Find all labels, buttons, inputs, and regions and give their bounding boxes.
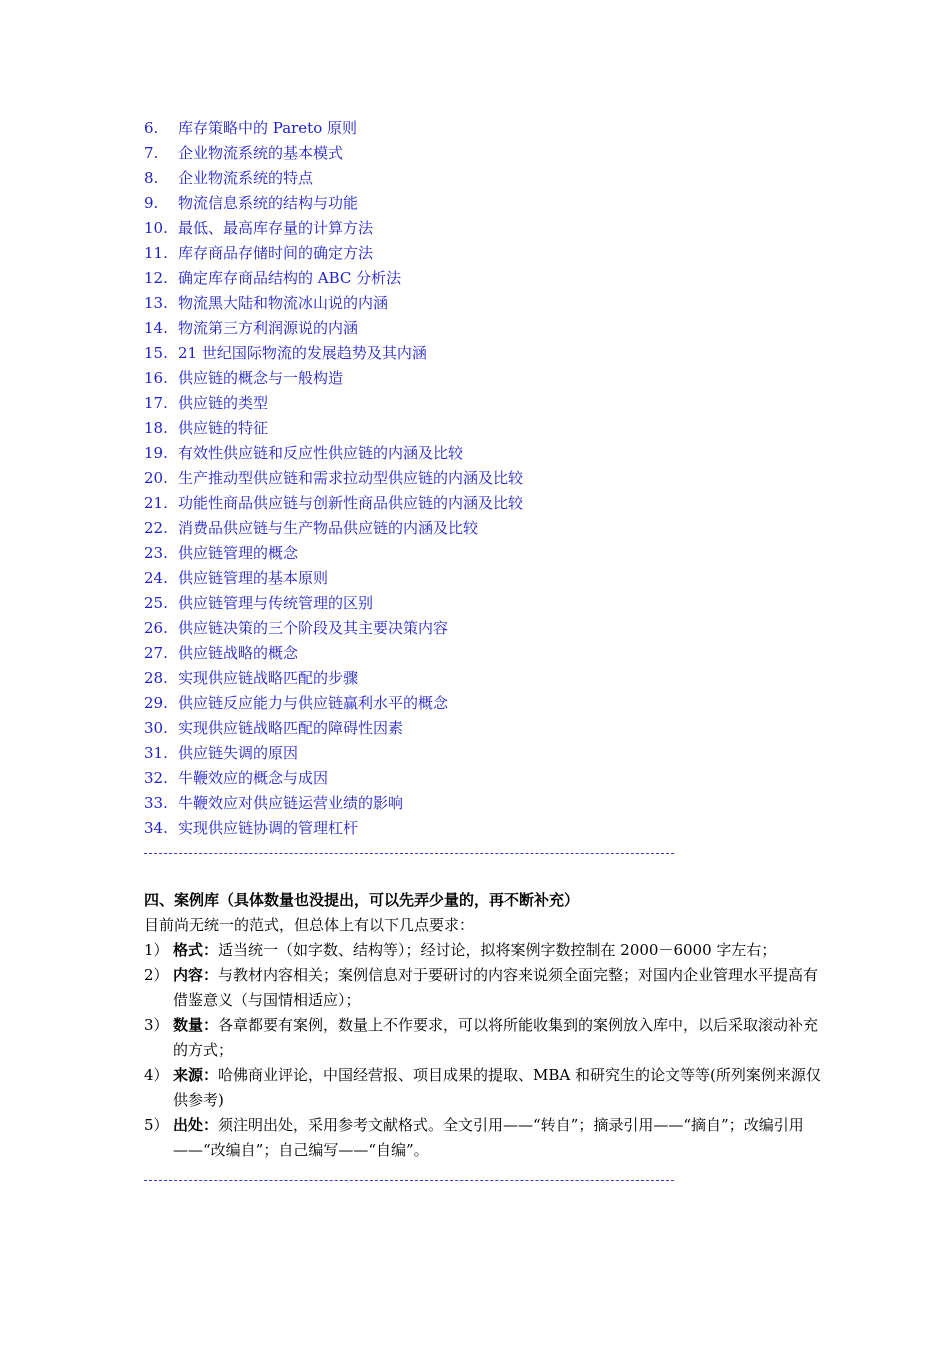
section-intro: 目前尚无统一的范式，但总体上有以下几点要求：: [144, 916, 475, 934]
topic-number: 33.: [144, 794, 168, 812]
topic-item: [144, 791, 523, 816]
topic-text: 牛鞭效应的概念与成因: [178, 769, 329, 787]
topic-number: 26.: [144, 619, 168, 637]
topic-number: 34.: [144, 819, 168, 837]
requirement-text: 须注明出处，采用参考文献格式。全文引用——“转自”；摘录引用——“摘自”；改编引用——“改编自”；自己编写——“自编”。: [173, 1116, 804, 1159]
topic-number: 14.: [144, 319, 168, 337]
requirement-item: [144, 938, 824, 963]
topic-number: 27.: [144, 644, 168, 662]
topic-item: [144, 491, 523, 516]
topic-text: 供应链管理与传统管理的区别: [178, 594, 374, 612]
topic-text: 牛鞭效应对供应链运营业绩的影响: [178, 794, 404, 812]
topic-number: 7.: [144, 144, 159, 162]
topic-item: [144, 241, 523, 266]
topic-item: [144, 816, 523, 841]
topic-number: 31.: [144, 744, 168, 762]
topic-item: [144, 216, 523, 241]
requirement-text: 哈佛商业评论，中国经营报、项目成果的提取、MBA 和研究生的论文等等(所列案例来源仅供参考): [173, 1066, 821, 1109]
topic-text: 供应链管理的概念: [178, 544, 299, 562]
topic-item: [144, 516, 523, 541]
topic-item: [144, 566, 523, 591]
requirement-text: 各章都要有案例，数量上不作要求，可以将所能收集到的案例放入库中，以后采取滚动补充的方式；: [173, 1016, 819, 1059]
topic-number: 29.: [144, 694, 168, 712]
topic-number: 13.: [144, 294, 168, 312]
topic-text: 功能性商品供应链与创新性商品供应链的内涵及比较: [178, 494, 524, 512]
topic-text: 物流信息系统的结构与功能: [178, 194, 359, 212]
topic-number: 10.: [144, 219, 168, 237]
topic-item: [144, 341, 523, 366]
topic-number: 23.: [144, 544, 168, 562]
topic-number: 15.: [144, 344, 168, 362]
requirement-label: 数量：: [173, 1016, 219, 1034]
topic-number: 16.: [144, 369, 168, 387]
topic-number: 25.: [144, 594, 168, 612]
topic-item: [144, 541, 523, 566]
topic-text: 物流黑大陆和物流冰山说的内涵: [178, 294, 389, 312]
requirement-number: 3）: [144, 1016, 169, 1034]
topic-text: 库存商品存储时间的确定方法: [178, 244, 374, 262]
topic-text: 确定库存商品结构的 ABC 分析法: [178, 269, 402, 287]
topic-item: [144, 441, 523, 466]
topic-item: [144, 291, 523, 316]
topic-item: [144, 466, 523, 491]
topic-list: [144, 116, 523, 841]
topic-text: 供应链失调的原因: [178, 744, 299, 762]
topic-number: 21.: [144, 494, 168, 512]
topic-text: 21 世纪国际物流的发展趋势及其内涵: [178, 344, 427, 362]
topic-number: 28.: [144, 669, 168, 687]
topic-text: 供应链的类型: [178, 394, 269, 412]
requirement-number: 2）: [144, 966, 169, 984]
topic-number: 8.: [144, 169, 159, 187]
topic-item: [144, 416, 523, 441]
topic-item: [144, 766, 523, 791]
topic-number: 19.: [144, 444, 168, 462]
topic-number: 20.: [144, 469, 168, 487]
topic-item: [144, 591, 523, 616]
topic-number: 30.: [144, 719, 168, 737]
requirement-item: [144, 1013, 824, 1063]
requirement-number: 4）: [144, 1066, 169, 1084]
topic-text: 供应链的概念与一般构造: [178, 369, 344, 387]
topic-text: 最低、最高库存量的计算方法: [178, 219, 374, 237]
requirement-number: 1）: [144, 941, 169, 959]
topic-item: [144, 141, 523, 166]
topic-item: [144, 716, 523, 741]
topic-item: [144, 316, 523, 341]
topic-number: 9.: [144, 194, 159, 212]
requirements-list: [144, 938, 824, 1163]
requirement-item: [144, 1113, 824, 1163]
requirement-label: 格式：: [173, 941, 219, 959]
topic-text: 供应链战略的概念: [178, 644, 299, 662]
topic-text: 企业物流系统的基本模式: [178, 144, 344, 162]
topic-number: 6.: [144, 119, 159, 137]
topic-item: [144, 741, 523, 766]
topic-text: 供应链决策的三个阶段及其主要决策内容: [178, 619, 449, 637]
dashed-divider: [144, 853, 674, 854]
topic-number: 17.: [144, 394, 168, 412]
topic-item: [144, 266, 523, 291]
requirement-label: 出处：: [173, 1116, 219, 1134]
topic-number: 24.: [144, 569, 168, 587]
topic-text: 实现供应链协调的管理杠杆: [178, 819, 359, 837]
topic-text: 供应链的特征: [178, 419, 269, 437]
requirement-label: 来源：: [173, 1066, 219, 1084]
topic-text: 库存策略中的 Pareto 原则: [178, 119, 358, 137]
topic-text: 有效性供应链和反应性供应链的内涵及比较: [178, 444, 464, 462]
topic-text: 供应链管理的基本原则: [178, 569, 329, 587]
topic-number: 32.: [144, 769, 168, 787]
topic-text: 消费品供应链与生产物品供应链的内涵及比较: [178, 519, 479, 537]
topic-item: [144, 191, 523, 216]
requirement-number: 5）: [144, 1116, 169, 1134]
topic-item: [144, 641, 523, 666]
topic-text: 实现供应链战略匹配的障碍性因素: [178, 719, 404, 737]
requirement-item: [144, 963, 824, 1013]
topic-number: 22.: [144, 519, 168, 537]
requirement-text: 适当统一（如字数、结构等）；经讨论，拟将案例字数控制在 2000－6000 字左右；: [218, 941, 777, 959]
topic-number: 18.: [144, 419, 168, 437]
topic-item: [144, 691, 523, 716]
dashed-divider: [144, 1180, 674, 1181]
requirement-text: 与教材内容相关；案例信息对于要研讨的内容来说须全面完整；对国内企业管理水平提高有借鉴意义（与国情相适应）；: [173, 966, 819, 1009]
topic-text: 物流第三方利润源说的内涵: [178, 319, 359, 337]
section-heading: 四、案例库（具体数量也没提出，可以先弄少量的，再不断补充）: [144, 891, 580, 909]
topic-text: 企业物流系统的特点: [178, 169, 314, 187]
requirement-label: 内容：: [173, 966, 219, 984]
case-library-section: [144, 888, 824, 1163]
topic-number: 11.: [144, 244, 168, 262]
topic-item: [144, 391, 523, 416]
topic-text: 实现供应链战略匹配的步骤: [178, 669, 359, 687]
topic-item: [144, 666, 523, 691]
topic-item: [144, 366, 523, 391]
topic-item: [144, 616, 523, 641]
topic-item: [144, 166, 523, 191]
topic-number: 12.: [144, 269, 168, 287]
topic-text: 生产推动型供应链和需求拉动型供应链的内涵及比较: [178, 469, 524, 487]
topic-item: [144, 116, 523, 141]
topic-text: 供应链反应能力与供应链赢利水平的概念: [178, 694, 449, 712]
requirement-item: [144, 1063, 824, 1113]
